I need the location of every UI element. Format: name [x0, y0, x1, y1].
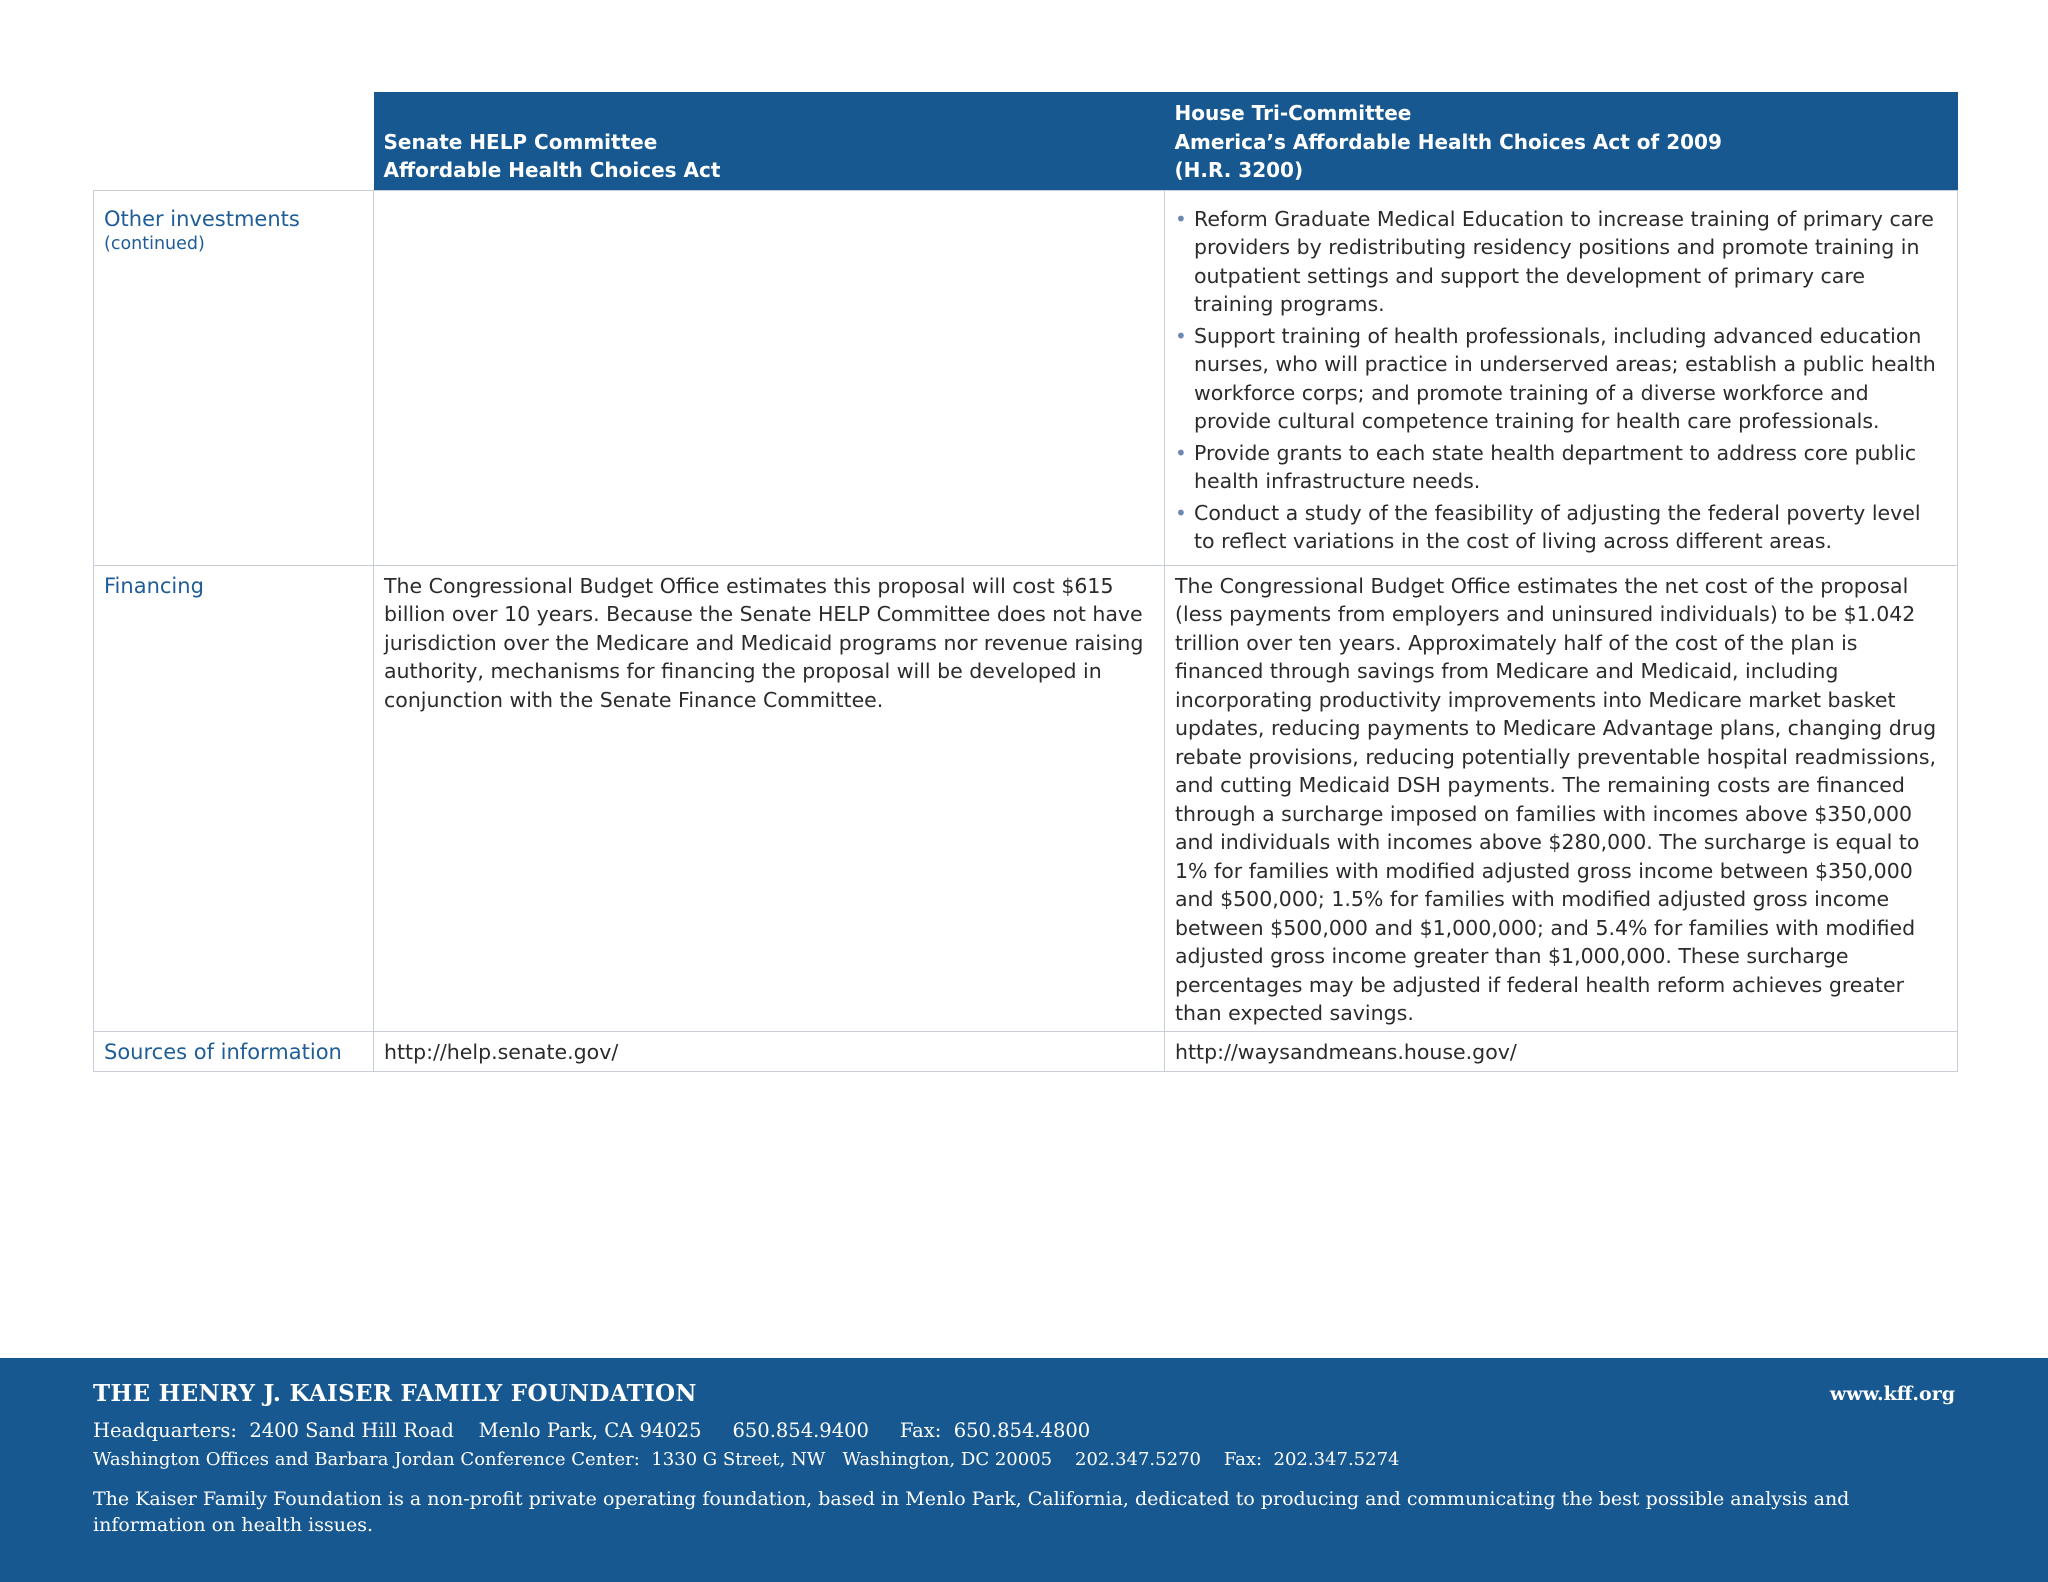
footer — [0, 1358, 2048, 1582]
cell-senate-financing: The Congressional Budget Office estimates this proposal will cost $615 billion over 10 years. Because the Senate HELP Committee does not have jurisdiction over the Medicare and Medicaid programs nor revenue raising authority, mechanisms for financing the proposal will be developed in conjunction with the Senate Finance Committee. — [374, 565, 1165, 1031]
bullet-text: Provide grants to each state health department to address core public health infrastructure needs. — [1194, 440, 1917, 493]
cell-house-financing: The Congressional Budget Office estimates the net cost of the proposal (less payments from employers and uninsured individuals) to be $1.042 trillion over ten years. Approximately half of the cost of the plan is financed through savings from Medicare and Medicaid, including incorporating productivity improvements into Medicare market basket updates, reducing payments to Medicare Advantage plans, changing drug rebate provisions, reducing potentially preventable hospital readmissions, and cutting Medicaid DSH payments. The remaining costs are financed through a surcharge imposed on families with incomes above $350,000 and individuals with incomes above $280,000. The surcharge is equal to 1% for families with modified adjusted gross income between $350,000 and $500,000; 1.5% for families with modified adjusted gross income between $500,000 and $1,000,000; and 5.4% for families with modified adjusted gross income greater than $1,000,000. These surcharge percentages may be adjusted if federal health reform achieves greater than expected savings. — [1165, 565, 1958, 1031]
row-label-text: Other investments — [104, 206, 300, 231]
header-house-line-3: (H.R. 3200) — [1174, 158, 1304, 182]
list-item — [1175, 322, 1947, 436]
header-house-line-1: House Tri-Committee — [1174, 101, 1412, 125]
bullet-icon: • — [1175, 440, 1187, 465]
bullet-text: Support training of health professionals, including advanced education nurses, who will practice in underserved areas; establish a public health workforce corps; and promote training of a diverse workforce and provide cultural competence training for health care professionals. — [1194, 323, 1936, 433]
row-label-other-investments — [94, 190, 374, 565]
bullet-text: Reform Graduate Medical Education to increase training of primary care providers by redistributing residency positions and promote training in outpatient settings and support the development of primary care training programs. — [1194, 206, 1934, 316]
bullet-text: Conduct a study of the feasibility of adjusting the federal poverty level to reflect variations in the cost of living across different areas. — [1194, 500, 1921, 553]
header-senate-line-2: Affordable Health Choices Act — [383, 158, 721, 182]
list-item — [1175, 205, 1947, 319]
comparison-table — [93, 92, 1958, 1072]
bullet-icon: • — [1175, 323, 1187, 348]
header-blank-cell — [94, 92, 374, 190]
cell-senate-other — [374, 190, 1165, 565]
row-sublabel-text: (continued) — [104, 234, 205, 254]
row-label-sources: Sources of information — [94, 1031, 374, 1072]
list-item — [1175, 499, 1947, 556]
cell-house-source-link[interactable]: http://waysandmeans.house.gov/ — [1165, 1031, 1958, 1072]
row-label-financing: Financing — [94, 565, 374, 1031]
bullet-icon: • — [1175, 206, 1187, 231]
cell-house-other — [1165, 190, 1958, 565]
footer-washington-office: Washington Offices and Barbara Jordan Conference Center: 1330 G Street, NW Washington, DC 20005 202.347.5270 Fax: 202.347.5274 — [93, 1449, 1400, 1470]
table-row — [94, 565, 1958, 1031]
footer-org-name: THE HENRY J. KAISER FAMILY FOUNDATION — [93, 1380, 697, 1407]
table-row — [94, 190, 1958, 565]
footer-website-link[interactable]: www.kff.org — [1829, 1383, 1955, 1405]
header-senate-line-1: Senate HELP Committee — [383, 129, 658, 154]
list-item — [1175, 439, 1947, 496]
bullet-list — [1175, 205, 1947, 556]
bullet-icon: • — [1175, 500, 1187, 525]
table-row — [94, 1031, 1958, 1072]
footer-headquarters: Headquarters: 2400 Sand Hill Road Menlo Park, CA 94025 650.854.9400 Fax: 650.854.4800 — [93, 1419, 1091, 1442]
table-header-row — [94, 92, 1958, 190]
header-house-line-2: America’s Affordable Health Choices Act of 2009 — [1174, 129, 1722, 154]
header-house — [1165, 92, 1958, 190]
header-senate — [374, 92, 1165, 190]
cell-senate-source-link[interactable]: http://help.senate.gov/ — [374, 1031, 1165, 1072]
comparison-table-wrapper — [93, 92, 1957, 1072]
footer-description: The Kaiser Family Foundation is a non-profit private operating foundation, based in Menlo Park, California, dedicated to producing and communicating the best possible analysis and information on health issues. — [93, 1488, 1850, 1536]
